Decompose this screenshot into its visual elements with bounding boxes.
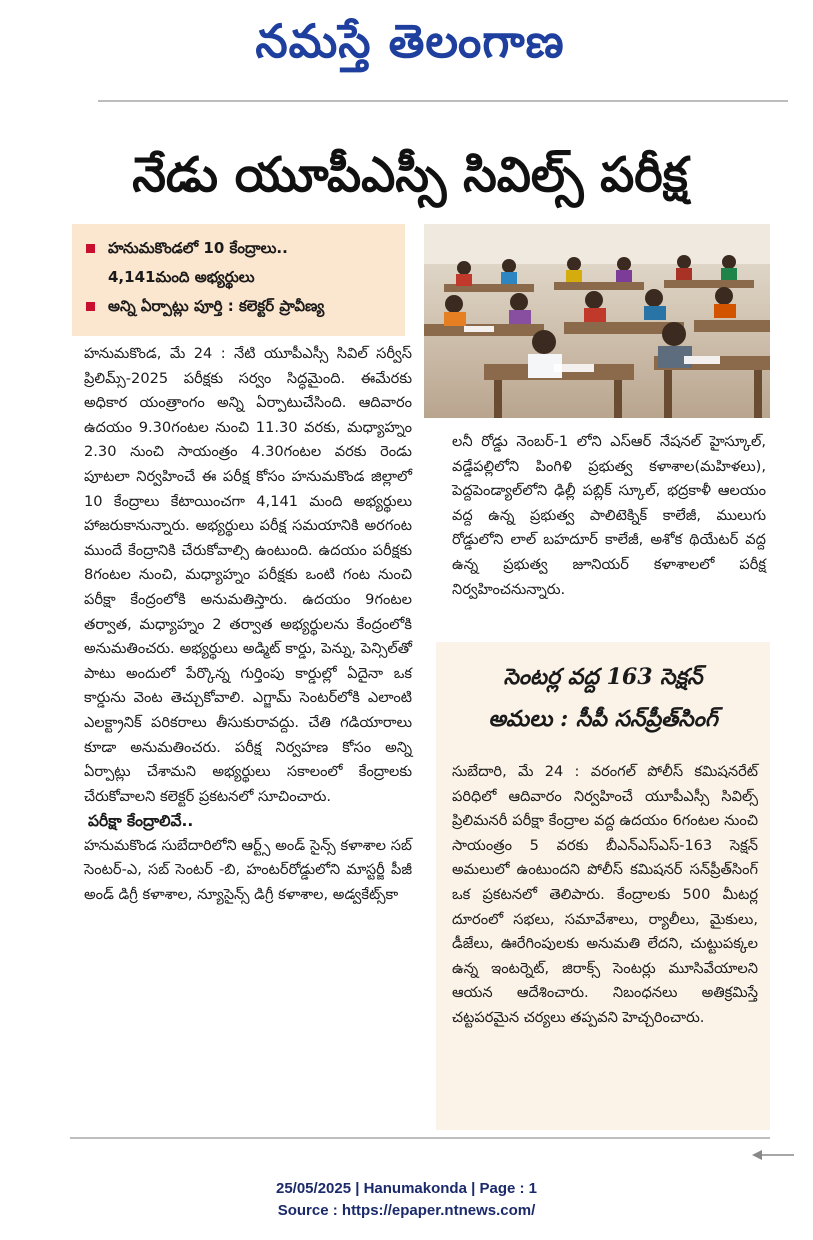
newspaper-masthead: నమస్తే తెలంగాణ [255, 14, 565, 68]
top-divider [98, 100, 788, 102]
article-headline: నేడు యూపీఎస్సీ సివిల్స్ పరీక్ష [132, 147, 688, 203]
bottom-divider [70, 1137, 770, 1139]
article-paragraph: హనుమకొండ సుబేదారిలోని ఆర్ట్స్ అండ్ సైన్స్ కళాశాల సబ్ సెంటర్-ఎ, సబ్ సెంటర్ -బి, హంటర్‌రోడ్డులోని మాస్టర్జీ పీజీ అండ్ డిగ్రీ కళాశాల, న్యూసైన్స్ డిగ్రీ కళాశాల, అడ్వకేట్స్‌కా [84, 836, 412, 904]
sidebar-story-body [452, 760, 758, 1031]
highlight-line: అన్ని ఏర్పాట్లు పూర్తి : కలెక్టర్ ప్రావీణ్య [108, 297, 325, 315]
article-right-column [452, 430, 766, 602]
sidebar-story-title: అమలు : సీపీ సన్‌ప్రీత్‌సింగ్ [488, 706, 718, 732]
highlight-line: 4,141మంది అభ్యర్థులు [108, 268, 255, 286]
exam-hall-photo [424, 224, 770, 418]
arrow-left-icon [752, 1148, 796, 1162]
article-paragraph: సుబేదారి, మే 24 : వరంగల్ పోలీస్ కమిషనరేట్ పరిధిలో ఆదివారం నిర్వహించే యూపీఎస్సీ సివిల్స్ ప్రిలిమనరీ పరీక్షా కేంద్రాల వద్ద ఉదయం 6గంటల నుంచి సాయంత్రం 5 వరకు బీఎన్ఎస్ఎస్-163 సెక్షన్ అమలులో ఉంటుందని పోలీస్ కమిషనర్ సన్‌ప్రీత్‌సింగ్ ఒక ప్రకటనలో తెలిపారు. కేంద్రాలకు 500 మీటర్ల దూరంలో సభలు, సమావేశాలు, ర్యాలీలు, మైకులు, డీజేలు, ఊరేగింపులకు అనుమతి లేదని, చుట్టుపక్కల ఉన్న ఇంటర్నెట్, జిరాక్స్ సెంటర్లు మూసివేయాలని ఆయన ఆదేశించారు. నిబంధనలు అతిక్రమిస్తే చట్టపరమైన చర్యలు తప్పవని హెచ్చరించారు. [452, 763, 758, 1026]
article-paragraph: లనీ రోడ్డు నెంబర్-1 లోని ఎస్ఆర్ నేషనల్ హైస్కూల్, వడ్డేపల్లిలోని పింగిళి ప్రభుత్వ కళాశాల(మహిళలు), పెద్దపెండ్యాల్‌లోని ఢిల్లీ పబ్లిక్ స్కూల్, భద్రకాళీ ఆలయం వద్ద ఉన్న ప్రభుత్వ పాలిటెక్నిక్ కాలేజీ, ములుగు రోడ్డులోని లాల్ బహదూర్ కాలేజీ, అశోక థియేటర్ వద్ద ఉన్న ప్రభుత్వ జూనియర్ కళాశాలలో పరీక్ష నిర్వహించనున్నారు. [452, 433, 766, 598]
exam-hall-illustration [424, 224, 770, 418]
highlight-item [82, 292, 395, 321]
square-bullet-icon [86, 302, 95, 311]
highlight-line: హనుమకొండలో 10 కేంద్రాలు.. [108, 239, 288, 257]
footer-date-line: 25/05/2025 | Hanumakonda | Page : 1 [275, 1180, 537, 1197]
square-bullet-icon [86, 244, 95, 253]
article-left-column [84, 342, 412, 908]
highlight-item [82, 234, 395, 292]
article-paragraph: హనుమకొండ, మే 24 : నేటి యూపీఎస్సీ సివిల్ సర్వీస్ ప్రిలిమ్స్-2025 పరీక్షకు సర్వం సిద్ధమైంది. ఈమేరకు అధికార యంత్రాంగం అన్ని ఏర్పాటుచేసింది. ఆదివారం ఉదయం 9.30గంటల నుంచి 11.30 వరకు, మధ్యాహ్నం 2.30 నుంచి సాయంత్రం 4.30గంటల వరకు రెండు పూటలా నిర్వహించే ఈ పరీక్ష కోసం హనుమకొండ జిల్లాలో 10 కేంద్రాలు కేటాయించగా 4,141 మంది అభ్యర్థులు హాజరుకానున్నారు. అభ్యర్థులు పరీక్ష సమయానికి అరగంట ముందే కేంద్రానికి చేరుకోవాల్సి ఉంటుంది. ఉదయం పరీక్షకు 8గంటల నుంచి, మధ్యాహ్నం పరీక్షకు ఒంటి గంట నుంచి పరీక్షా కేంద్రంలోకి అనుమతిస్తారు. ఉదయం 9గంటల తర్వాత, మధ్యాహ్నం 2 తర్వాత అభ్యర్థులను కేంద్రంలోకి అనుమతించరు. అభ్యర్థులు అడ్మిట్ కార్డు, పెన్ను, పెన్సిల్‌తో పాటు అందులో పేర్కొన్న గుర్తింపు కార్డుల్లో ఏదైనా ఒక కార్డును వెంట తెచ్చుకోవాలి. ఎగ్జామ్ సెంటర్‌లోకి ఎలాంటి ఎలక్ట్రానిక్ పరికరాలు తీసుకురావద్దు. చేతి గడియారాలు కూడా అనుమతించరు. పరీక్ష నిర్వహణ కోసం అన్ని ఏర్పాట్లు చేశామని అభ్యర్థులు సకాలంలో కేంద్రాలకు చేరుకోవాలని కలెక్టర్ ప్రకటనలో సూచించారు. [84, 345, 412, 805]
footer-source-line: Source : https://epaper.ntnews.com/ [277, 1202, 536, 1219]
sidebar-story-title: సెంటర్ల వద్ద 163 సెక్షన్ [503, 664, 703, 690]
centers-subheading: పరీక్షా కేంద్రాలివే.. [88, 812, 194, 831]
highlights-box [72, 224, 405, 336]
